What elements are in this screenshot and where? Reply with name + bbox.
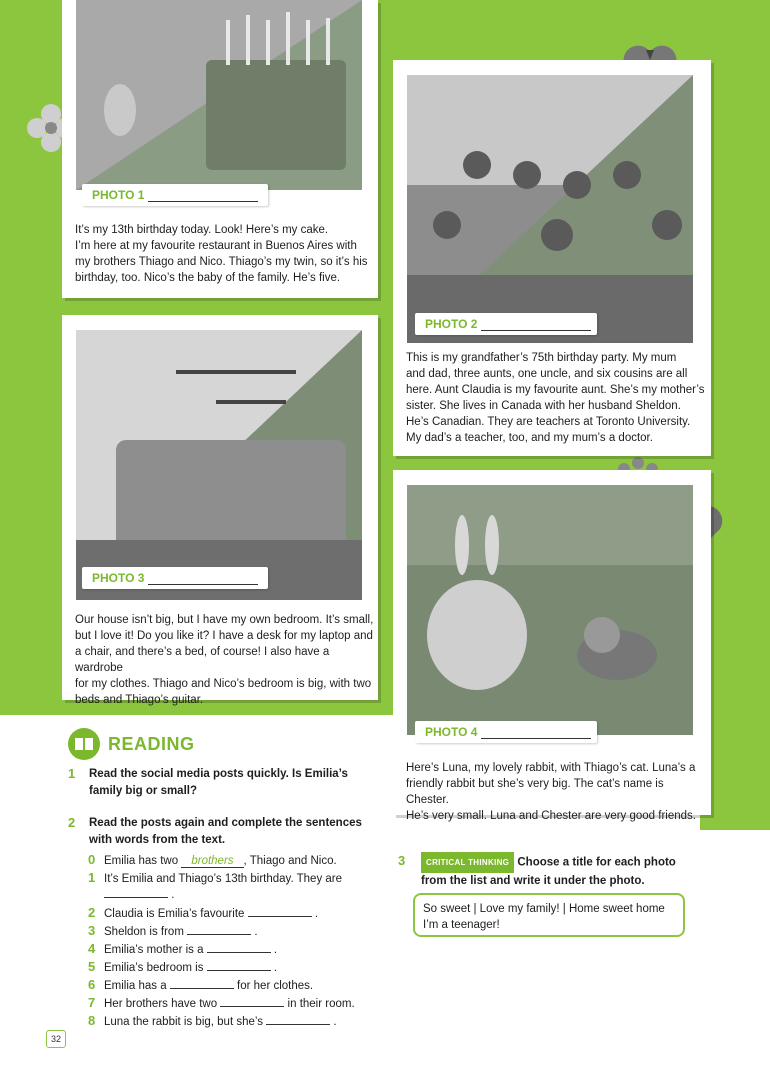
item-text-after: in their room. [287,998,355,1010]
book-icon [68,728,100,760]
item-text: Emilia’s bedroom is [104,962,204,974]
caption-line: He’s very small. Luna and Chester are very good friends. [406,810,696,822]
exercise-item-1 [88,870,342,887]
item-text-after: , Thiago and Nico. [243,855,337,867]
item-text-after: . [171,889,175,901]
photo-4-title-blank[interactable] [481,726,591,739]
photo-1-caption [75,222,375,286]
answer-blank[interactable] [220,995,284,1007]
answer-blank[interactable] [170,977,234,989]
item-text: Claudia is Emilia’s favourite [104,908,245,920]
item-number: 5 [88,959,96,974]
exercise-item-5 [88,959,277,976]
item-number: 2 [88,905,96,920]
photo-4-label: PHOTO 4 [425,725,478,739]
item-number: 6 [88,977,96,992]
question-1-text [89,766,369,800]
answer-example: brothers [181,855,243,868]
exercise-item-8 [88,1013,337,1030]
photo-1-birthday-cake [76,0,362,190]
exercise-item-0 [88,852,337,869]
item-text-after: . [314,908,319,920]
item-text: Her brothers have two [104,998,218,1010]
photo-1-title-tag[interactable] [82,184,268,206]
caption-line: for my clothes. Thiago and Nico’s bedroom is big, with two [75,678,372,690]
caption-line: He’s Canadian. They are teachers at Toronto University. [406,416,691,428]
exercise-item-6 [88,977,313,994]
photo-2-label: PHOTO 2 [425,317,478,331]
answer-blank[interactable] [266,1013,330,1025]
exercise-item-7 [88,995,355,1012]
item-text: Emilia’s mother is a [104,944,204,956]
photo-3-bedroom [76,330,362,600]
caption-line: and dad, three aunts, one uncle, and six cousins are all [406,368,688,380]
caption-line: Here’s Luna, my lovely rabbit, with Thiago’s cat. Luna’s a [406,762,696,774]
page-number: 32 [46,1030,66,1048]
photo-3-label: PHOTO 3 [92,571,145,585]
question-3-text [421,852,721,890]
caption-line: beds and Thiago’s guitar. [75,694,204,706]
item-text: Luna the rabbit is big, but she’s [104,1016,263,1028]
item-number: 1 [88,870,96,885]
item-number: 8 [88,1013,96,1028]
exercise-item-4 [88,941,277,958]
post-card-4 [393,470,711,822]
reading-heading: READING [108,734,195,754]
caption-line: Our house isn’t big, but I have my own bedroom. It’s small, [75,614,374,626]
photo-3-title-tag[interactable] [82,567,268,589]
item-text: Sheldon is from [104,926,184,938]
item-text-after: . [273,962,278,974]
question-line: with words from the text. [89,834,226,846]
critical-thinking-badge: CRITICAL THINKING [421,852,514,873]
caption-line: here. Aunt Claudia is my favourite aunt. She’s my mother’s [406,384,705,396]
photo-2-title-tag[interactable] [415,313,597,335]
photo-4-rabbit-and-cat [407,485,693,735]
answer-blank[interactable] [187,923,251,935]
item-number: 4 [88,941,96,956]
caption-line: This is my grandfather’s 75th birthday party. My mum [406,352,677,364]
title-options-box [413,893,685,937]
item-text-after: . [273,944,278,956]
question-line: from the list and write it under the photo. [421,875,645,887]
question-line: Choose a title for each photo [517,856,676,869]
photo-3-caption [75,612,375,708]
question-line: family big or small? [89,785,197,797]
caption-line: sister. She lives in Canada with her husband Sheldon. [406,400,681,412]
item-text: Emilia has a [104,980,167,992]
item-number: 3 [88,923,96,938]
item-text-after: . [254,926,258,938]
photo-1-label: PHOTO 1 [92,188,145,202]
post-card-1 [62,0,378,298]
photo-4-caption [406,760,706,824]
question-line: Read the posts again and complete the sentences [89,817,362,829]
exercise-item-2 [88,905,318,922]
post-card-3 [62,315,378,706]
caption-line: I’m here at my favourite restaurant in Buenos Aires with [75,240,357,252]
pinata-photo-icon [100,80,140,140]
item-number: 7 [88,995,96,1010]
question-line: Read the social media posts quickly. Is Emilia’s [89,768,348,780]
options-line: I’m a teenager! [423,919,500,931]
question-3-number: 3 [398,853,406,868]
caption-line: a chair, and there’s a bed, of course! I also have a wardrobe [75,646,330,674]
photo-2-family-party [407,75,693,343]
exercise-item-1-line2 [104,886,174,903]
answer-blank[interactable] [207,959,271,971]
item-text: Emilia has two [104,855,179,867]
photo-2-caption [406,350,706,446]
photo-2-title-blank[interactable] [481,318,591,331]
question-2-number: 2 [68,815,76,830]
item-text-after: . [333,1016,337,1028]
photo-3-title-blank[interactable] [148,572,258,585]
question-2-text [89,815,369,849]
photo-1-title-blank[interactable] [148,189,258,202]
caption-line: my brothers Thiago and Nico. Thiago’s my twin, so it’s his [75,256,368,268]
answer-blank[interactable] [207,941,271,953]
caption-line: friendly rabbit but she’s very big. The cat’s name is Chester. [406,778,664,806]
caption-line: but I love it! Do you like it? I have a desk for my laptop and [75,630,373,642]
answer-blank[interactable] [248,905,312,917]
caption-line: birthday, too. Nico’s the baby of the family. He’s five. [75,272,341,284]
exercise-item-3 [88,923,258,940]
post-card-2 [393,60,711,456]
question-1-number: 1 [68,766,76,781]
caption-line: It’s my 13th birthday today. Look! Here’s my cake. [75,224,329,236]
caption-line: My dad’s a teacher, too, and my mum’s a doctor. [406,432,653,444]
answer-blank[interactable] [104,886,168,898]
item-number: 0 [88,852,96,867]
options-line: So sweet | Love my family! | Home sweet home [423,903,665,915]
item-text-after: for her clothes. [237,980,314,992]
photo-4-title-tag[interactable] [415,721,597,743]
item-text: It’s Emilia and Thiago’s 13th birthday. They are [104,873,343,885]
